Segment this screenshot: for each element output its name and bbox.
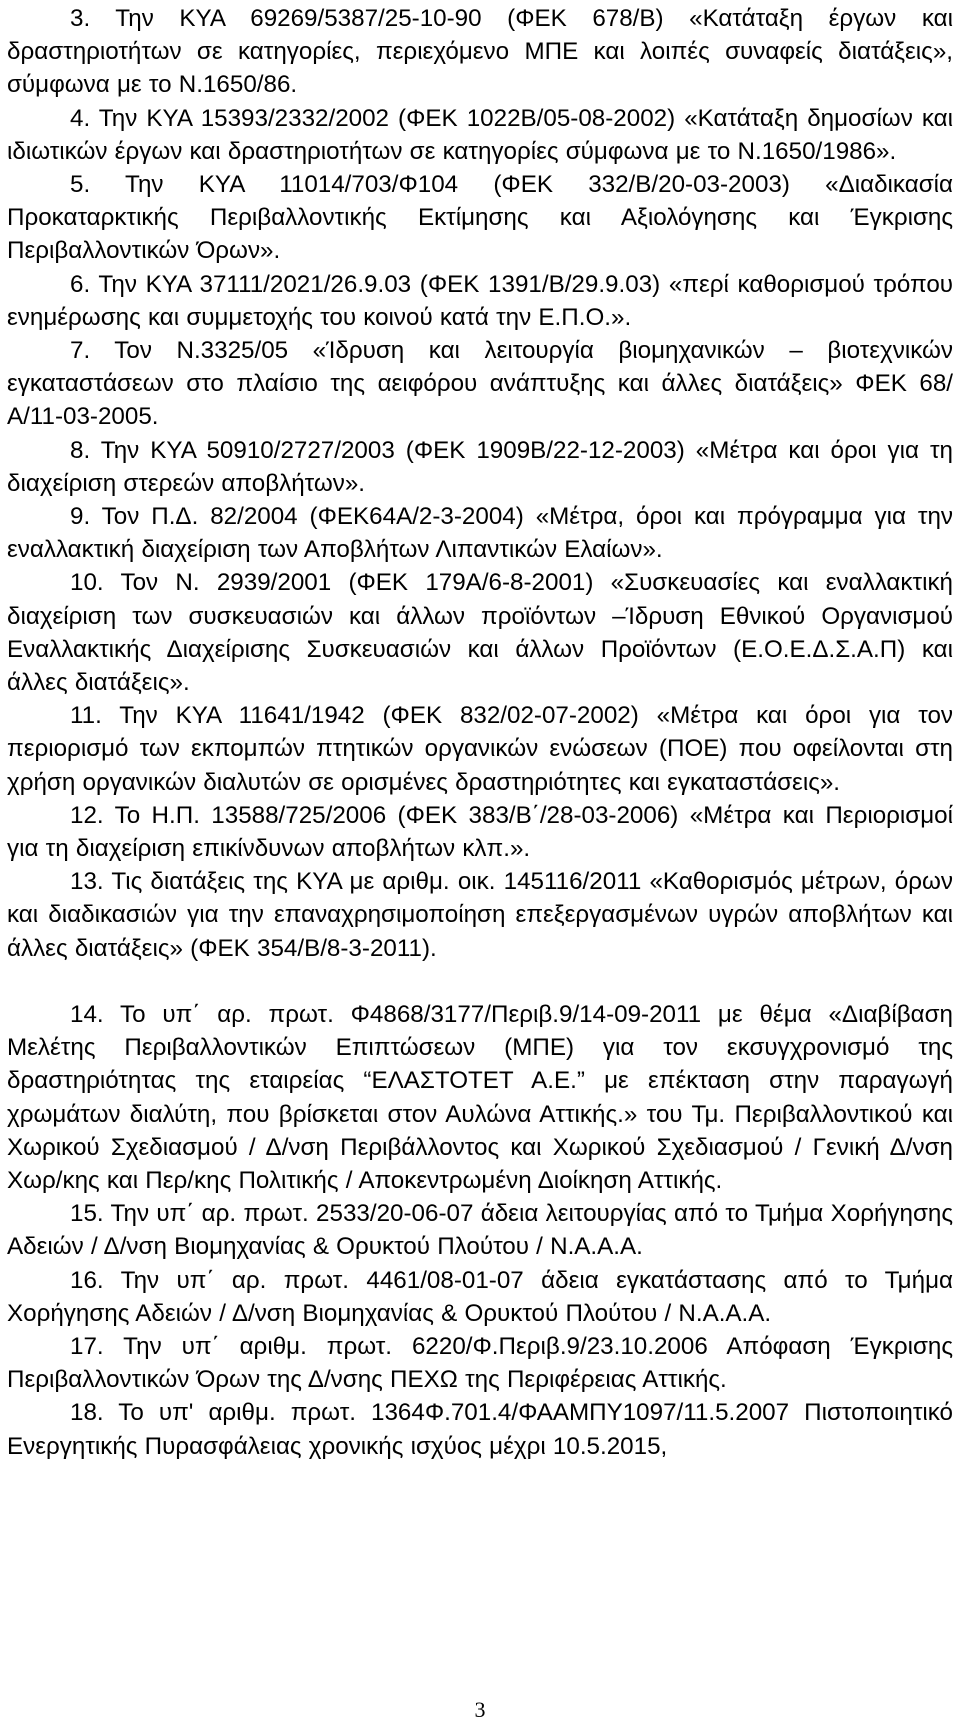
document-body (7, 2, 953, 1463)
list-item: 17. Την υπ΄ αριθμ. πρωτ. 6220/Φ.Περιβ.9/23.10.2006 Απόφαση Έγκρισης Περιβαλλοντικών Όρων της Δ/νσης ΠΕΧΩ της Περιφέρειας Αττικής. (7, 1332, 953, 1394)
list-item: 18. Το υπ' αριθμ. πρωτ. 1364Φ.701.4/ΦΑΑΜΠΥ1097/11.5.2007 Πιστοποιητικό Ενεργητικής Πυρασφάλειας χρονικής ισχύος μέχρι 10.5.2015, (7, 1399, 953, 1460)
list-item: 7. Τον Ν.3325/05 «Ίδρυση και λειτουργία βιομηχανικών – βιοτεχνικών εγκαταστάσεων στο πλαίσιο της αειφόρου ανάπτυξης και άλλες διατάξεις» ΦΕΚ 68/Α/11-03-2005. (7, 337, 953, 431)
list-item: 14. Το υπ΄ αρ. πρωτ. Φ4868/3177/Περιβ.9/14-09-2011 με θέμα «Διαβίβαση Μελέτης Περιβαλλοντικών Επιπτώσεων (ΜΠΕ) για τον εκσυγχρονισμό της δραστηριότητας της εταιρείας “ΕΛΑΣΤΟΤΕΤ Α.Ε.” με επέκταση στην παραγωγή χρωμάτων διαλύτη, που βρίσκεται στον Αυλώνα Αττικής.» του Τμ. Περιβαλλοντικού και Χωρικού Σχεδιασμού / Δ/νση Περιβάλλοντος και Χωρικού Σχεδιασμού / Γενική Δ/νση Χωρ/κης και Περ/κης Πολιτικής / Αποκεντρωμένη Διοίκηση Αττικής. (7, 1000, 953, 1194)
list-item: 13. Τις διατάξεις της ΚΥΑ με αριθμ. οικ. 145116/2011 «Καθορισμός μέτρων, όρων και διαδικασιών για την επαναχρησιμοποίηση επεξεργασμένων υγρών αποβλήτων και άλλες διατάξεις» (ΦΕΚ 354/Β/8-3-2011). (7, 868, 953, 962)
list-item: 4. Την ΚΥΑ 15393/2332/2002 (ΦΕΚ 1022Β/05-08-2002) «Κατάταξη δημοσίων και ιδιωτικών έργων και δραστηριοτήτων σε κατηγορίες σύμφωνα με το Ν.1650/1986». (7, 104, 953, 165)
list-item: 12. Το Η.Π. 13588/725/2006 (ΦΕΚ 383/Β΄/28-03-2006) «Μέτρα και Περιορισμοί για τη διαχείριση επικίνδυνων αποβλήτων κλπ.». (7, 801, 953, 863)
list-item: 11. Την ΚΥΑ 11641/1942 (ΦΕΚ 832/02-07-2002) «Μέτρα και όροι για τον περιορισμό των εκπομπών πτητικών οργανικών ενώσεων (ΠΟΕ) που οφείλονται στη χρήση οργανικών διαλυτών σε ορισμένες δραστηριότητες και εγκαταστάσεις». (7, 702, 953, 796)
list-item: 16. Την υπ΄ αρ. πρωτ. 4461/08-01-07 άδεια εγκατάστασης από το Τμήμα Χορήγησης Αδειών / Δ/νση Βιομηχανίας & Ορυκτού Πλούτου / Ν.Α.Α.Α. (7, 1266, 953, 1327)
list-item: 6. Την ΚΥΑ 37111/2021/26.9.03 (ΦΕΚ 1391/Β/29.9.03) «περί καθορισμού τρόπου ενημέρωσης και συμμετοχής του κοινού κατά την Ε.Π.Ο.». (7, 270, 953, 331)
list-item: 3. Την ΚΥΑ 69269/5387/25-10-90 (ΦΕΚ 678/Β) «Κατάταξη έργων και δραστηριοτήτων σε κατηγορίες, περιεχόμενο ΜΠΕ και λοιπές συναφείς διατάξεις», σύμφωνα με το Ν.1650/86. (7, 5, 953, 99)
list-item: 15. Την υπ΄ αρ. πρωτ. 2533/20-06-07 άδεια λειτουργίας από το Τμήμα Χορήγησης Αδειών / Δ/νση Βιομηχανίας & Ορυκτού Πλούτου / Ν.Α.Α.Α. (7, 1200, 953, 1261)
list-item: 5. Την ΚΥΑ 11014/703/Φ104 (ΦΕΚ 332/Β/20-03-2003) «Διαδικασία Προκαταρκτικής Περιβαλλοντικής Εκτίμησης και Αξιολόγησης και Έγκρισης Περιβαλλοντικών Όρων». (7, 171, 953, 265)
list-item: 9. Τον Π.Δ. 82/2004 (ΦΕΚ64Α/2-3-2004) «Μέτρα, όροι και πρόγραμμα για την εναλλακτική διαχείριση των Αποβλήτων Λιπαντικών Ελαίων». (7, 503, 953, 564)
page-number: 3 (474, 1697, 486, 1722)
list-item: 8. Την ΚΥΑ 50910/2727/2003 (ΦΕΚ 1909Β/22-12-2003) «Μέτρα και όροι για τη διαχείριση στερεών αποβλήτων». (7, 436, 953, 497)
list-item: 10. Τον Ν. 2939/2001 (ΦΕΚ 179Α/6-8-2001) «Συσκευασίες και εναλλακτική διαχείριση των συσκευασιών και άλλων προϊόντων –Ίδρυση Εθνικού Οργανισμού Εναλλακτικής Διαχείρισης Συσκευασιών και άλλων Προϊόντων (Ε.Ο.Ε.Δ.Σ.Α.Π) και άλλες διατάξεις». (7, 569, 953, 697)
